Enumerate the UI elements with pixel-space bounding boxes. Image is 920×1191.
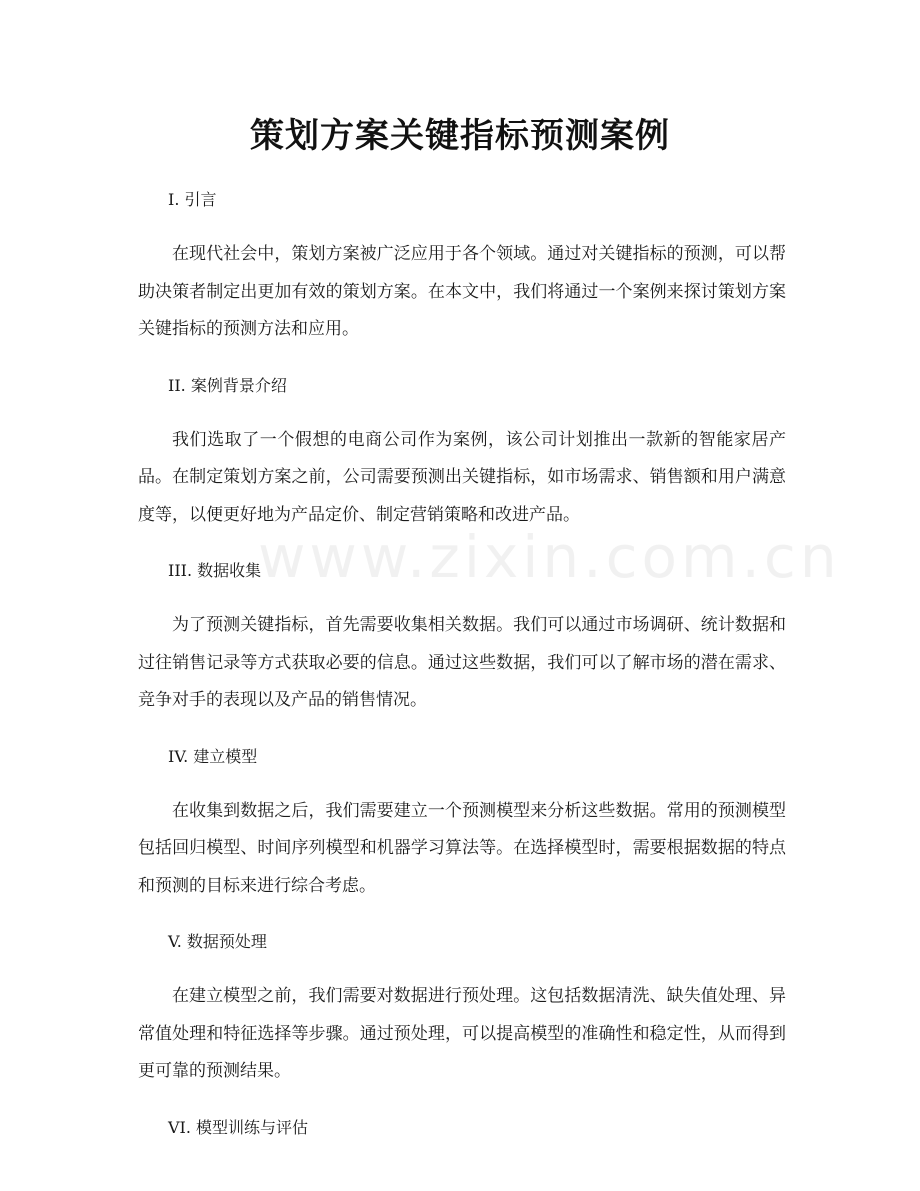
document-title: 策划方案关键指标预测案例	[250, 116, 670, 156]
section-heading-3: III. 数据收集	[168, 561, 262, 580]
document-body	[138, 186, 786, 1142]
section-paragraph-4: 在收集到数据之后，我们需要建立一个预测模型来分析这些数据。常用的预测模型包括回归模型、时间序列模型和机器学习算法等。在选择模型时，需要根据数据的特点和预测的目标来进行综合考虑。	[138, 800, 786, 896]
watermark: www.zixin.com.cn	[258, 523, 841, 591]
section-heading-6: VI. 模型训练与评估	[168, 1117, 309, 1137]
section-paragraph-2: 我们选取了一个假想的电商公司作为案例，该公司计划推出一款新的智能家居产品。在制定策划方案之前，公司需要预测出关键指标，如市场需求、销售额和用户满意度等，以便更好地为产品定价、制定营销策略和改进产品。	[138, 429, 786, 525]
section-heading-1: I. 引言	[168, 190, 217, 209]
section-paragraph-3: 为了预测关键指标，首先需要收集相关数据。我们可以通过市场调研、统计数据和过往销售记录等方式获取必要的信息。通过这些数据，我们可以了解市场的潜在需求、竞争对手的表现以及产品的销售情况。	[138, 615, 786, 710]
section-heading-2: II. 案例背景介绍	[168, 375, 287, 395]
section-heading-5: V. 数据预处理	[168, 932, 267, 951]
section-paragraph-5: 在建立模型之前，我们需要对数据进行预处理。这包括数据清洗、缺失值处理、异常值处理和特征选择等步骤。通过预处理，可以提高模型的准确性和稳定性，从而得到更可靠的预测结果。	[138, 986, 786, 1081]
section-paragraph-1: 在现代社会中，策划方案被广泛应用于各个领域。通过对关键指标的预测，可以帮助决策者制定出更加有效的策划方案。在本文中，我们将通过一个案例来探讨策划方案关键指标的预测方法和应用。	[138, 244, 786, 339]
section-heading-4: IV. 建立模型	[168, 746, 258, 766]
